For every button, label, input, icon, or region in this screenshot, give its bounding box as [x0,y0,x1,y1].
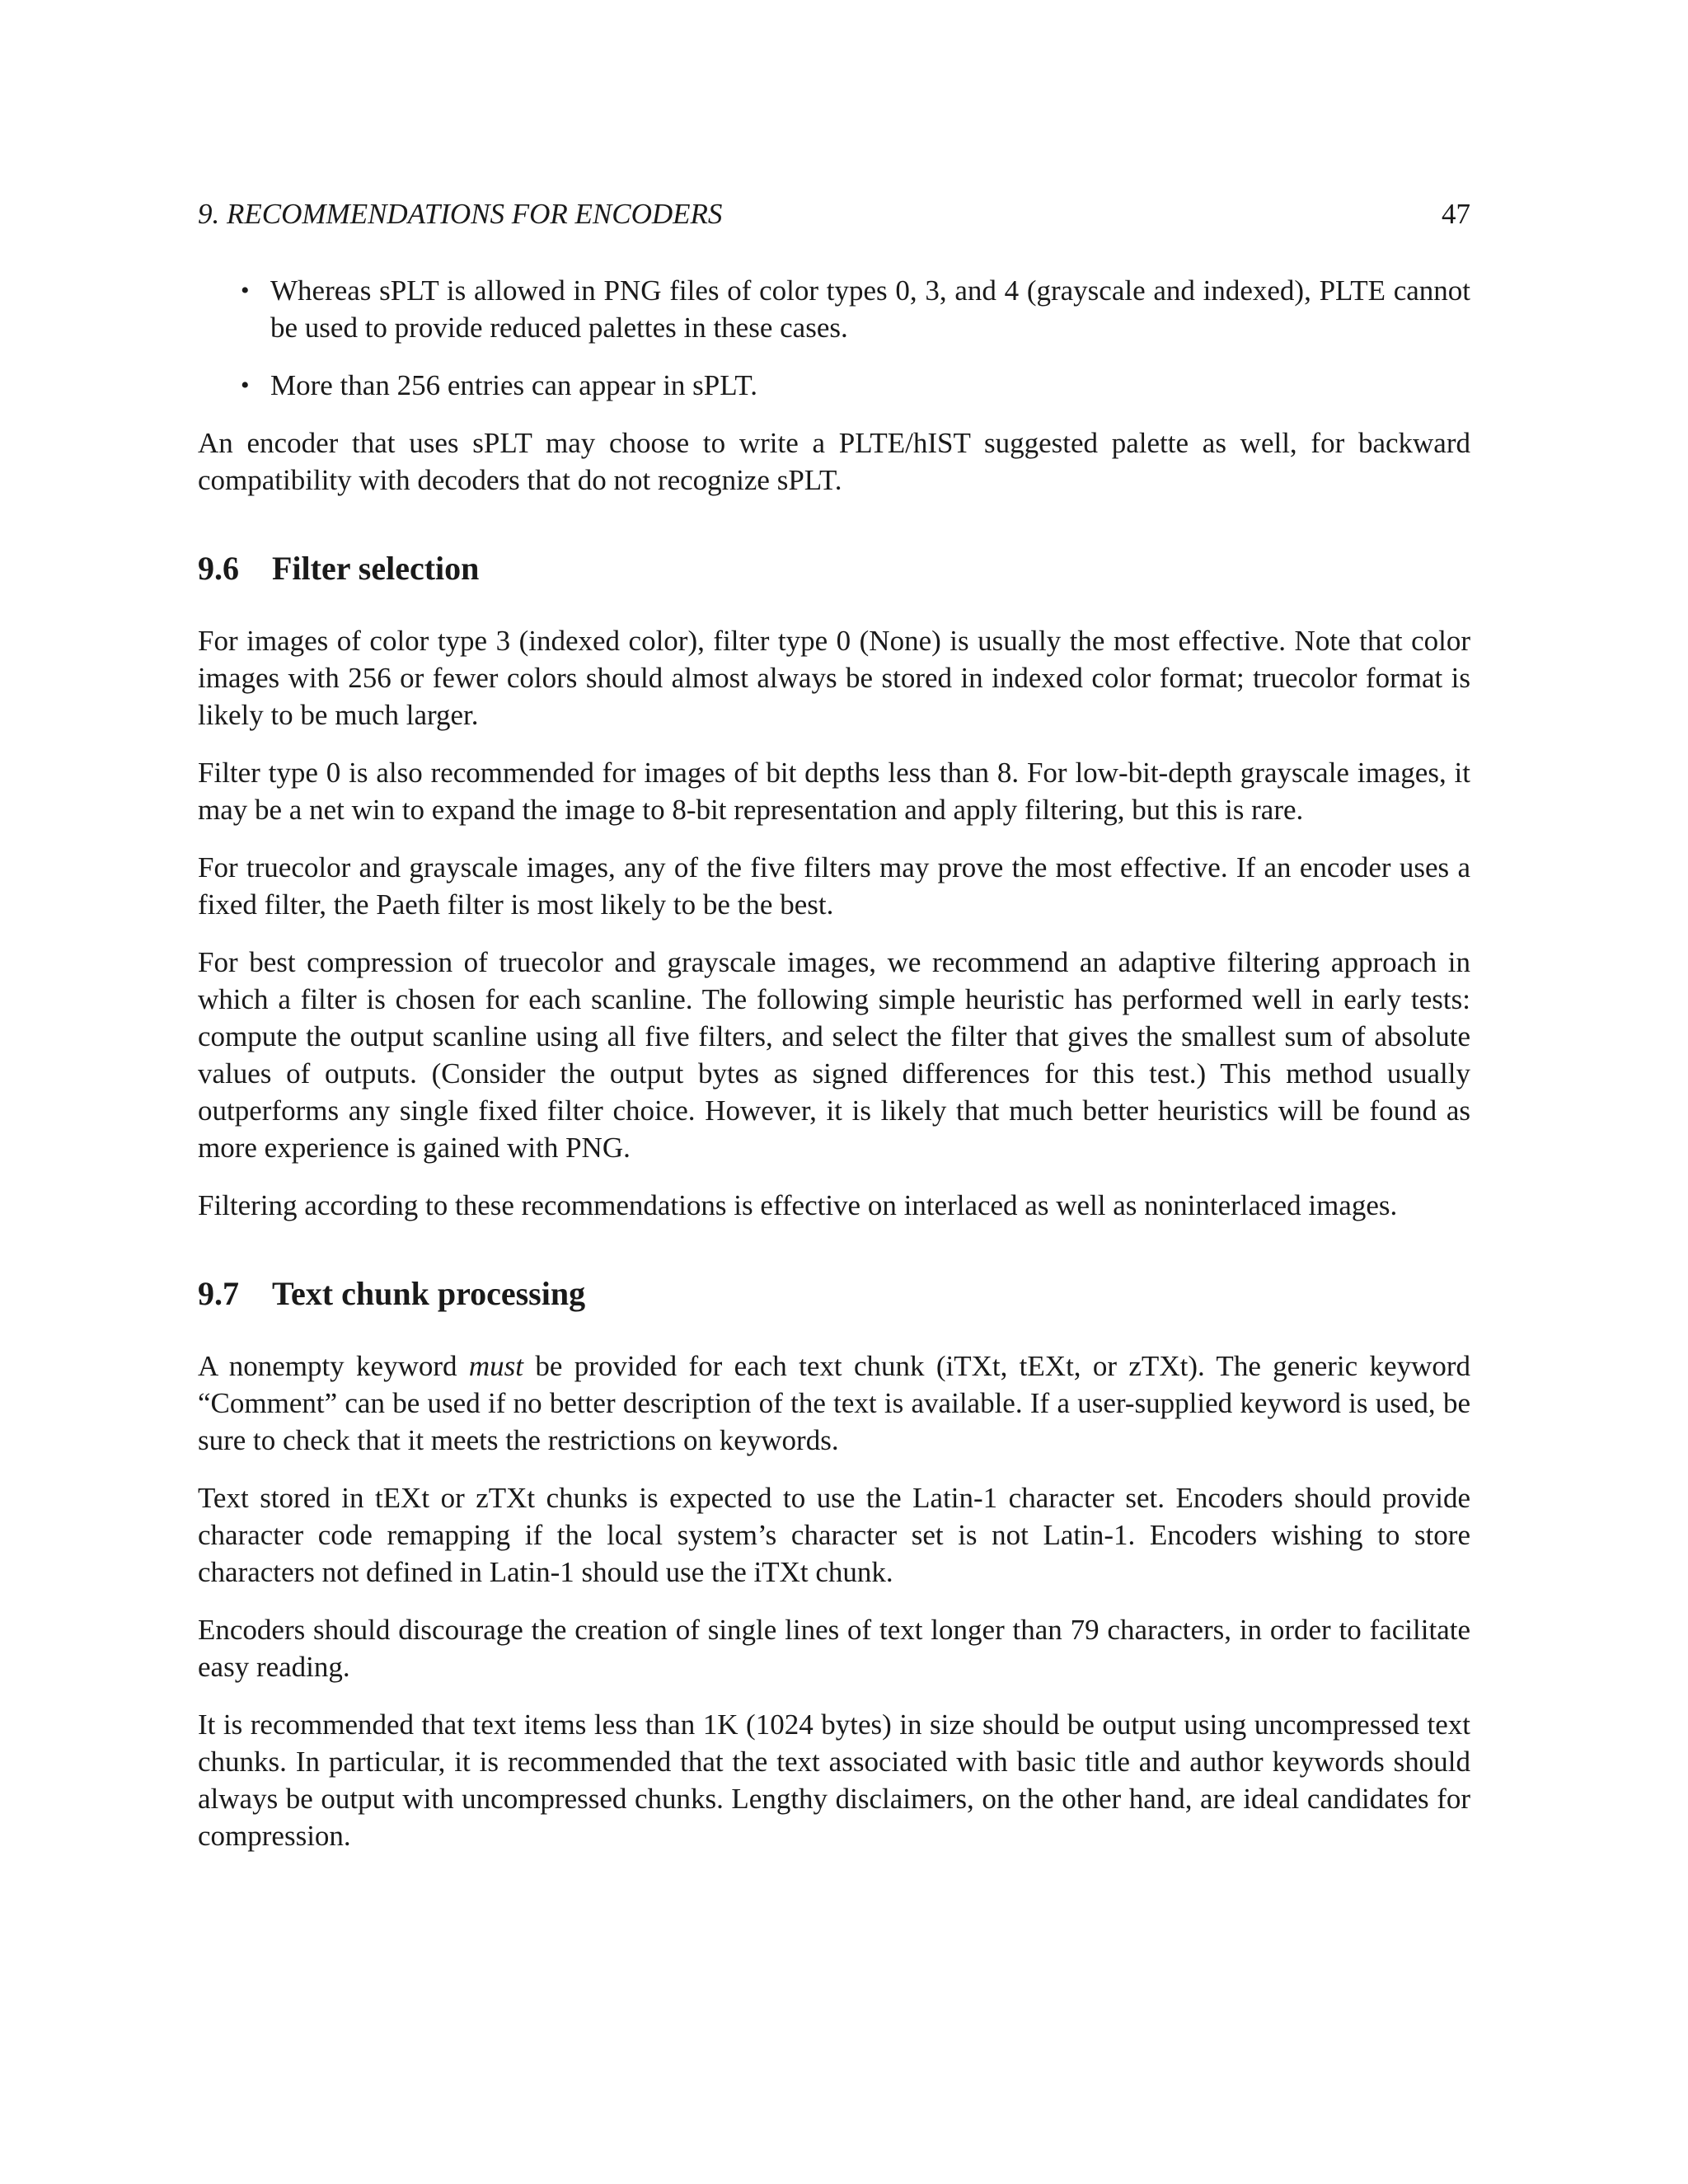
paragraph: For truecolor and grayscale images, any of the five filters may prove the most effective. If an encoder uses a fixed filter, the Paeth filter is most likely to be the best. [198,851,1470,921]
running-head [198,198,1470,231]
text-run: be provided for each text chunk (iTXt, tEXt, or zTXt). The generic keyword “Comment” can be used if no better description of the text is available. If a user-supplied keyword is used, be sure to check that it meets the restrictions on keywords. [198,1350,1471,1456]
chapter-title: 9. RECOMMENDATIONS FOR ENCODERS [198,198,723,230]
section-heading-9-7 [198,1273,1470,1315]
paragraph: For best compression of truecolor and grayscale images, we recommend an adaptive filtering approach in which a filter is chosen for each scanline. The following simple heuristic has performed well in early tests: compute the output scanline using all five filters, and select the filter that gives the smallest sum of absolute values of outputs. (Consider the output bytes as signed differences for this test.) This method usually outperforms any single fixed filter choice. However, it is likely that much better heuristics will be found as more experience is gained with PNG. [198,946,1470,1164]
section-number: 9.6 [198,550,239,587]
body-text [198,272,1470,1854]
bullet-icon: • [241,277,250,304]
paragraph: Filtering according to these recommendations is effective on interlaced as well as noninterlaced images. [198,1189,1398,1221]
section-title: Text chunk processing [272,1275,586,1312]
text-run: A nonempty keyword [198,1350,469,1382]
list-item-text: More than 256 entries can appear in sPLT. [270,369,757,401]
section-number: 9.7 [198,1275,239,1312]
list-item [198,367,1470,404]
paragraph: It is recommended that text items less than 1K (1024 bytes) in size should be output using uncompressed text chunks. In particular, it is recommended that the text associated with basic title and author keywords should always be output with uncompressed chunks. Lengthy disclaimers, on the other hand, are ideal candidates for compression. [198,1708,1470,1852]
bullet-icon: • [241,372,250,399]
section-heading-9-6 [198,548,1470,589]
list-item [198,272,1470,346]
paragraph: Filter type 0 is also recommended for images of bit depths less than 8. For low-bit-depth grayscale images, it may be a net win to expand the image to 8-bit representation and apply filtering, but this is rare. [198,757,1470,826]
paragraph: For images of color type 3 (indexed color), filter type 0 (None) is usually the most effective. Note that color images with 256 or fewer colors should almost always be stored in indexed color format; truecolor format is likely to be much larger. [198,625,1470,731]
paragraph: Text stored in tEXt or zTXt chunks is expected to use the Latin-1 character set. Encoders should provide character code remapping if the local system’s character set is not Latin-1. Encoders wishing to store characters not defined in Latin-1 should use the iTXt chunk. [198,1482,1470,1588]
emphasis-text: must [468,1350,523,1382]
bullet-list [198,272,1470,404]
paragraph: Encoders should discourage the creation of single lines of text longer than 79 characters, in order to facilitate easy reading. [198,1614,1470,1683]
paragraph [198,1347,1470,1459]
page-number: 47 [1442,198,1470,230]
document-page [198,198,1470,1875]
list-item-text: Whereas sPLT is allowed in PNG files of color types 0, 3, and 4 (grayscale and indexed), PLTE cannot be used to provide reduced palettes in these cases. [270,274,1470,344]
paragraph: An encoder that uses sPLT may choose to write a PLTE/hIST suggested palette as well, for backward compatibility with decoders that do not recognize sPLT. [198,427,1470,496]
section-title: Filter selection [272,550,480,587]
